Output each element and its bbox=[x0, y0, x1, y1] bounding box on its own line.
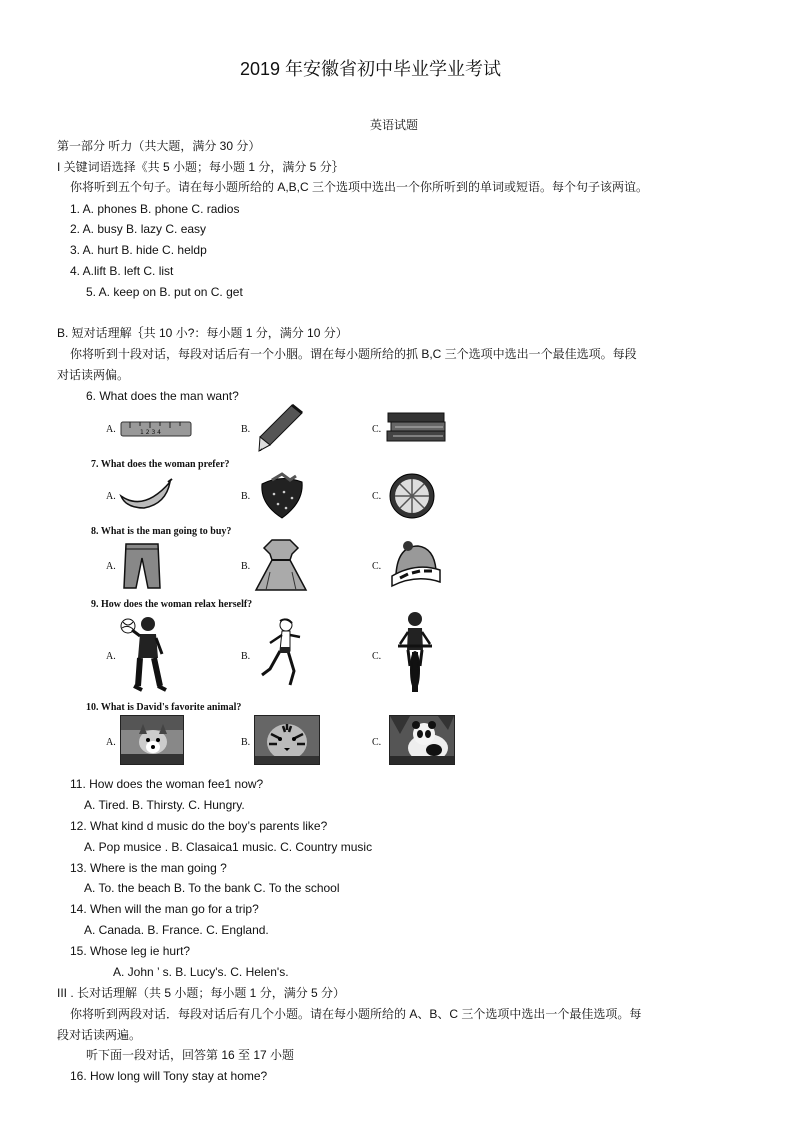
dog-icon bbox=[121, 716, 183, 764]
q8-option-c-label: C. bbox=[372, 561, 382, 572]
question-13-options: A. To. the beach B. To the bank C. To the school bbox=[84, 881, 340, 895]
question-3: 3. A. hurt B. hide C. heldp bbox=[70, 243, 207, 257]
q10-option-a-label: A. bbox=[106, 737, 116, 748]
question-2: 2. A. busy B. lazy C. easy bbox=[70, 222, 207, 236]
q9-option-a-label: A. bbox=[106, 651, 116, 662]
section3-sub-instruction: 听下面一段对话，回答第 16 至 17 小题 bbox=[86, 1048, 295, 1062]
part1-heading: 第一部分 听力（共大题，满分 30 分） bbox=[57, 139, 261, 153]
section1-heading: I 关键词语选择《共 5 小题；每小题 1 分，满分 5 分｝ bbox=[57, 160, 344, 174]
tiger-icon bbox=[255, 716, 319, 764]
jeans-icon bbox=[122, 542, 162, 590]
q9-option-b-label: B. bbox=[241, 651, 251, 662]
strawberry-icon bbox=[256, 472, 306, 520]
question-12-options: A. Pop musice . B. Clasaica1 music. C. Country music bbox=[84, 840, 373, 854]
panda-photo bbox=[389, 715, 455, 765]
hat-icon bbox=[388, 540, 444, 590]
section3-instructions-1: 你将听到两段对话．每段对话后有几个小题。请在每小题所给的 A、B、C 三个选项中选出一个最佳选项。每 bbox=[70, 1007, 642, 1021]
sectionB-heading: B. 短对话理解｛共 10 小?：每小题 1 分，满分 10 分） bbox=[57, 326, 348, 340]
section3-heading: III . 长对话理解（共 5 小题；每小题 1 分，满分 5 分） bbox=[57, 986, 346, 1000]
sectionB-instructions-1: 你将听到十段对话，每段对话后有一个小胭。谓在每小题所给的抓 B,C 三个选项中选出一个最佳选项。每段 bbox=[70, 347, 637, 361]
dog-photo bbox=[120, 715, 184, 765]
question-4: 4. A.lift B. left C. list bbox=[70, 264, 174, 278]
tiger-photo bbox=[254, 715, 320, 765]
question-6: 6. What does the man want? bbox=[86, 389, 239, 403]
panda-icon bbox=[390, 716, 454, 764]
orange-icon bbox=[388, 472, 436, 520]
q6-option-a-label: A. bbox=[106, 424, 116, 435]
q7-option-a-label: A. bbox=[106, 491, 116, 502]
q9-option-c-label: C. bbox=[372, 651, 382, 662]
q7-option-b-label: B. bbox=[241, 491, 251, 502]
question-11: 11. How does the woman fee1 now? bbox=[70, 777, 264, 791]
girl-volleyball-icon bbox=[120, 614, 170, 696]
question-5: 5. A. keep on B. put on C. get bbox=[86, 285, 243, 299]
sectionB-instructions-2: 对话读两偏。 bbox=[57, 368, 130, 382]
ruler-marks: 1 2 3 4 bbox=[140, 429, 161, 436]
question-13: 13. Where is the man going ? bbox=[70, 861, 227, 875]
girl-running-icon bbox=[256, 617, 304, 689]
question-15: 15. Whose leg ie hurt? bbox=[70, 944, 191, 958]
question-16: 16. How long will Tony stay at home? bbox=[70, 1069, 268, 1083]
question-1: 1. A. phones B. phone C. radios bbox=[70, 202, 240, 216]
page-title: 2019 年安徽省初中毕业学业考试 bbox=[240, 59, 502, 79]
dress-icon bbox=[252, 538, 310, 594]
girl-cycling-icon bbox=[396, 610, 434, 696]
q10-option-b-label: B. bbox=[241, 737, 251, 748]
question-7: 7. What does the woman prefer? bbox=[91, 459, 230, 470]
question-8: 8. What is the man going to buy? bbox=[91, 526, 232, 537]
question-12: 12. What kind d music do the boy’s parents like? bbox=[70, 819, 328, 833]
q8-option-b-label: B. bbox=[241, 561, 251, 572]
q8-option-a-label: A. bbox=[106, 561, 116, 572]
question-10: 10. What is David's favorite animal? bbox=[86, 702, 242, 713]
pencil-icon bbox=[256, 403, 304, 453]
question-11-options: A. Tired. B. Thirsty. C. Hungry. bbox=[84, 798, 245, 812]
question-9: 9. How does the woman relax herself? bbox=[91, 599, 253, 610]
books-icon bbox=[385, 409, 449, 445]
section3-instructions-2: 段对话读两遍。 bbox=[57, 1028, 142, 1042]
question-15-options: A. John ’ s. B. Lucy's. C. Helen's. bbox=[113, 965, 289, 979]
q6-option-c-label: C. bbox=[372, 424, 382, 435]
q6-option-b-label: B. bbox=[241, 424, 251, 435]
banana-icon bbox=[118, 478, 174, 512]
q7-option-c-label: C. bbox=[372, 491, 382, 502]
question-14: 14. When will the man go for a trip? bbox=[70, 902, 259, 916]
question-14-options: A. Canada. B. France. C. England. bbox=[84, 923, 269, 937]
q10-option-c-label: C. bbox=[372, 737, 382, 748]
section1-instructions: 你将听到五个句子。请在每小题所给的 A,B,C 三个选项中选出一个你所听到的单词或短语。每个句子该两谊。 bbox=[70, 180, 649, 194]
subject-title: 英语试题 bbox=[370, 118, 419, 132]
ruler-icon bbox=[120, 419, 192, 439]
